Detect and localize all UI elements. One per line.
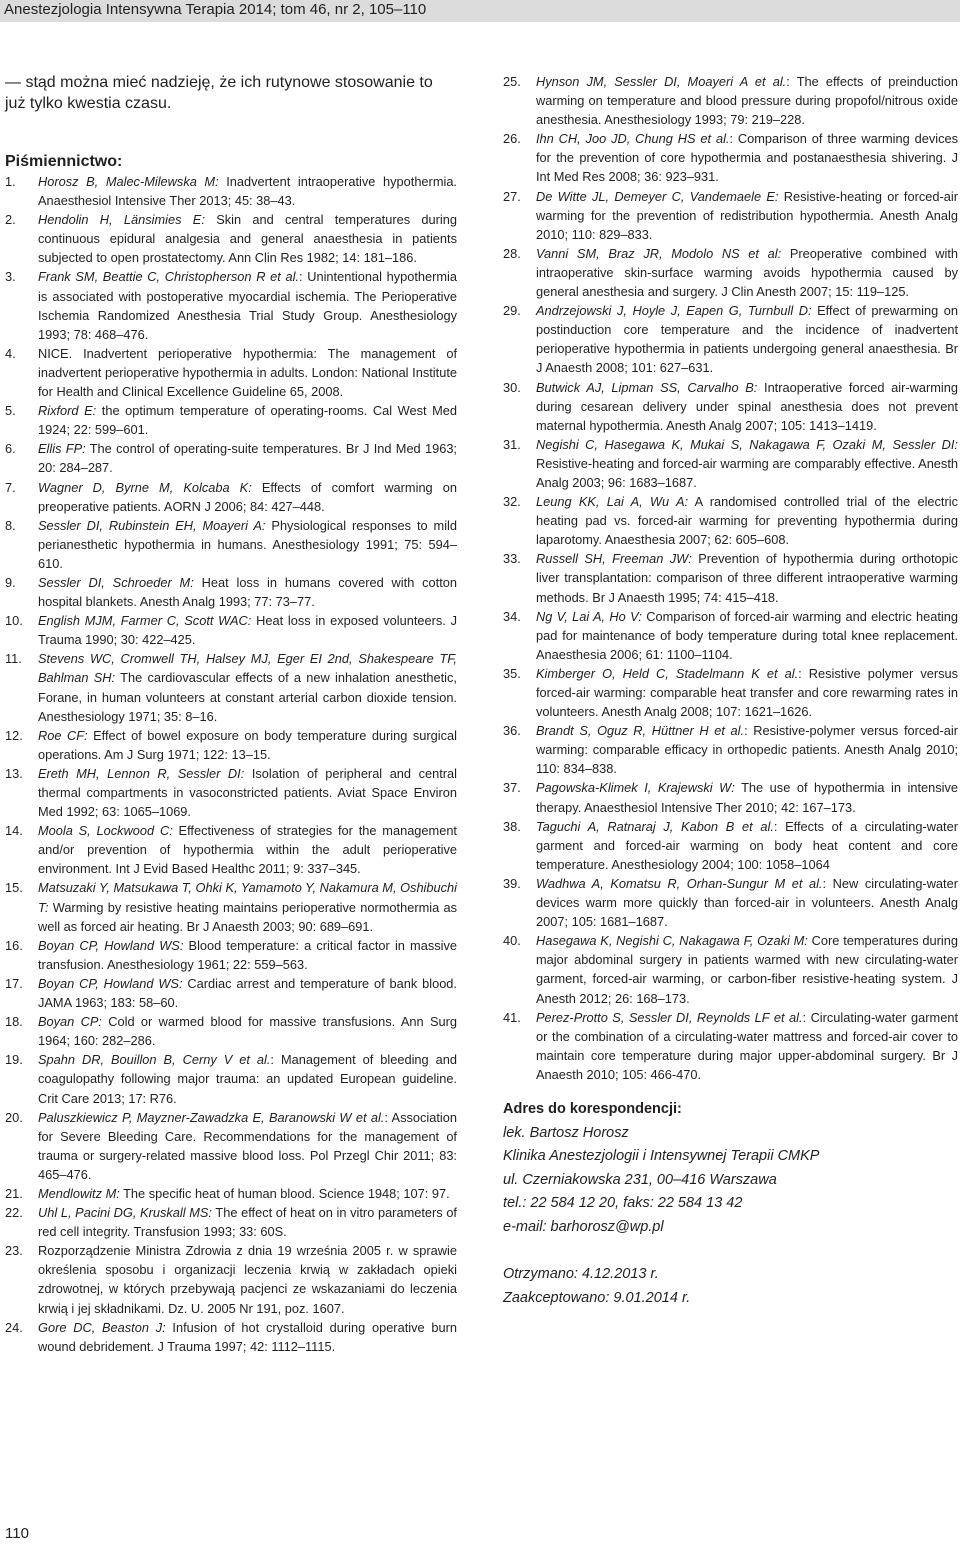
reference-item [5,649,457,725]
reference-text [536,817,958,874]
references-heading: Piśmiennictwo: [5,153,123,170]
reference-number: 20. [5,1109,23,1125]
reference-number: 35. [503,665,521,681]
reference-number: 28. [503,245,521,261]
reference-item [503,549,958,606]
reference-number: 32. [503,494,521,510]
reference-text [38,1241,457,1317]
reference-number: 11. [5,651,22,667]
reference-item [5,611,457,649]
reference-number: 34. [503,608,521,624]
reference-details: Skin and central temperatures during continuous epidural analgesia and general anaesthesia in patients subjected to open prostatectomy. Ann Clin Res 1982; 14: 181–186. [38,212,457,266]
reference-text [38,1108,457,1184]
reference-details: Rozporządzenie Ministra Zdrowia z dnia 19 września 2005 r. w sprawie określenia sposobu i organizacji leczenia krwią w zakładach opieki zdrowotnej, w których przebywają pacjenci ze wskazaniami do leczenia krwią i jej składnikami. Dz. U. 2005 Nr 191, poz. 1607. [38,1243,457,1316]
reference-number: 14. [5,823,23,839]
reference-details: Effect of prewarming on postinduction core temperature and the incidence of inadvertent perioperative hypothermia in patients undergoing general anaesthesia. Br J Anaesth 2008; 101: 627–631. [536,303,958,376]
reference-details: Blood temperature: a critical factor in massive transfusion. Anesthesiology 1961; 22: 559–563. [38,937,457,972]
reference-details: Intraoperative forced air-warming during cesarean delivery under spinal anesthesia does not prevent maternal hypothermia. Anesth Analg 2007; 105: 1413–1419. [536,379,958,433]
reference-details: Effectiveness of strategies for the management and/or prevention of hypothermia within the adult perioperative environment. Int J Evid Based Healthc 2011; 9: 337–345. [38,823,457,877]
reference-authors: Uhl L, Pacini DG, Kruskall MS: [38,1205,212,1221]
reference-authors: Sessler DI, Schroeder M: [38,574,194,590]
reference-item [5,478,457,516]
reference-authors: Vanni SM, Braz JR, Modolo NS et al: [536,245,782,261]
reference-authors: English MJM, Farmer C, Scott WAC: [38,613,252,629]
reference-text [536,607,958,664]
reference-details: Isolation of peripheral and central thermal compartments in vasoconstricted patients. Aviat Space Environ Med 1992; 63: 1065–1069. [38,765,457,820]
reference-authors: Boyan CP, Howland WS: [38,975,183,991]
reference-details: The effect of heat on in vitro parameters of red cell integrity. Transfusion 1993; 33: 60S. [38,1205,457,1240]
reference-authors: Wadhwa A, Komatsu R, Orhan-Sungur M et al. [536,875,823,891]
reference-details: : Resistive polymer versus forced-air warming: comparable heat transfer and core rewarming rates in volunteers. Anesth Analg 2008; 107: 1621–1626. [536,665,959,720]
reference-details: Resistive-heating and forced-air warming are comparably effective. Anesth Analg 2003; 96: 1683–1687. [536,455,958,490]
dates-block [503,1263,958,1310]
correspondence-email: e-mail: barhorosz@wp.pl [503,1218,664,1235]
reference-authors: Gore DC, Beaston J: [38,1319,166,1335]
reference-authors: Hynson JM, Sessler DI, Moayeri A et al. [536,74,787,89]
reference-item [5,974,457,1012]
reference-number: 30. [503,379,521,395]
reference-authors: De Witte JL, Demeyer C, Vandemaele E: [536,188,779,204]
reference-details: Cardiac arrest and temperature of bank blood. JAMA 1963; 183: 58–60. [38,975,457,1011]
reference-item [503,664,958,721]
reference-item [5,1318,457,1356]
reference-number: 8. [5,517,16,533]
reference-text [38,573,457,611]
reference-item [5,821,457,878]
reference-number: 6. [5,441,16,457]
reference-text [38,478,457,516]
reference-details: : Resistive-polymer versus forced-air warming: comparable efficacy in orthopedic patients. Anesth Analg 2010; 110: 834–838. [536,723,958,777]
reference-item [5,172,457,210]
reference-details: : New circulating-water devices warm more quickly than forced-air in volunteers. Anesth Analg 2007; 105: 1681–1687. [536,875,958,930]
reference-authors: Ereth MH, Lennon R, Sessler DI: [38,765,245,781]
reference-details: Cold or warmed blood for massive transfusions. Ann Surg 1964; 160: 282–286. [38,1014,457,1049]
reference-authors: Rixford E: [38,403,97,419]
reference-details: : Effects of a circulating-water garment and forced-air warming on body heat content and core temperature. Anesthesiology 2004; 100: 1058–1064 [536,818,958,872]
reference-text [38,1012,457,1050]
reference-number: 21. [5,1185,23,1201]
references-list-right [503,72,958,1084]
reference-number: 18. [5,1014,23,1030]
reference-number: 41. [503,1009,521,1025]
reference-text [536,378,958,435]
reference-details: : Circulating-water garment or the combination of a circulating-water mattress and forced-air cover to maintain core temperature during major upper-abdominal surgery. Br J Anaesth 2010; 105: 466-470. [536,1009,958,1082]
reference-details: Inadvertent intraoperative hypothermia. Anaesthesiol Intensive Ther 2013; 45: 38–43. [38,174,457,209]
reference-number: 10. [5,613,23,629]
reference-details: Comparison of forced-air warming and electric heating pad for maintenance of body temperature during total knee replacement. Anaesthesia 2006; 61: 1100–1104. [536,608,959,662]
reference-item [5,936,457,974]
reference-authors: Brandt S, Oguz R, Hüttner H et al. [536,723,745,739]
reference-details: The use of hypothermia in intensive therapy. Anaesthesiol Intensive Ther 2010; 42: 167–173. [536,780,958,815]
reference-item [503,187,958,244]
reference-authors: Mendlowitz M: [38,1185,120,1201]
reference-details: Effects of comfort warming on preoperative patients. AORN J 2006; 84: 427–448. [38,479,457,514]
reference-item [503,931,958,1007]
reference-details: : Unintentional hypothermia is associated with postoperative myocardial ischemia. The Perioperative Ischemia Randomized Anesthesia Trial Study Group. Anesthesiology 1993; 78: 468–476. [38,269,457,342]
correspondence-heading: Adres do korespondencji: [503,1101,682,1117]
reference-authors: Boyan CP, Howland WS: [38,937,184,953]
reference-item [503,72,958,129]
reference-text [38,726,457,764]
reference-number: 38. [503,818,521,834]
correspondence-block [503,1098,958,1239]
reference-number: 36. [503,723,521,739]
reference-text [38,1318,457,1356]
reference-details: Core temperatures during major abdominal surgery in patients warmed with new circulating-water garment, forced-air warming, or carbon-fiber resistive-heating system. J Anesth 2012; 26: 168–173. [536,933,958,1006]
reference-item [503,778,958,816]
reference-text [536,129,958,186]
reference-authors: Butwick AJ, Lipman SS, Carvalho B: [536,379,758,395]
correspondence-name: lek. Bartosz Horosz [503,1124,629,1141]
reference-item [5,573,457,611]
correspondence-phone: tel.: 22 584 12 20, faks: 22 584 13 42 [503,1195,743,1211]
reference-item [5,1203,457,1241]
reference-number: 29. [503,303,521,319]
reference-item [503,301,958,377]
reference-text [536,492,958,549]
right-column [503,72,958,1084]
reference-text [38,936,457,974]
reference-details: Heat loss in humans covered with cotton hospital blankets. Anesth Analg 1993; 77: 73–77. [38,574,458,610]
reference-text [536,549,958,606]
reference-details: Physiological responses to mild perianesthetic hypothermia in humans. Anesthesiology 1991; 75: 594–610. [38,517,457,571]
reference-text [38,267,457,343]
reference-text [536,874,958,931]
reference-text [38,344,457,401]
reference-details: Preoperative combined with intraoperative skin-surface warming avoids hypothermia caused by general anesthesia and surgery. J Clin Anesth 2007; 15: 119–125. [536,245,958,300]
reference-text [536,244,958,301]
reference-details: Resistive-heating or forced-air warming for the prevention of redistribution hypothermia. Anesth Analg 2010; 110: 829–833. [536,188,958,242]
reference-number: 9. [5,574,16,590]
reference-text [536,187,958,244]
reference-item [503,607,958,664]
reference-number: 7. [5,479,16,495]
received-date: Otrzymano: 4.12.2013 r. [503,1266,659,1282]
reference-item [5,1241,457,1317]
reference-authors: Pagowska-Klimek I, Krajewski W: [536,780,735,796]
reference-text [38,974,457,1012]
reference-text [38,1050,457,1107]
reference-text [536,1008,958,1084]
reference-number: 31. [503,436,521,452]
reference-item [503,874,958,931]
reference-authors: Hasegawa K, Negishi C, Nakagawa F, Ozaki M: [536,933,808,949]
reference-authors: Ng V, Lai A, Ho V: [536,608,642,624]
reference-authors: Andrzejowski J, Hoyle J, Eapen G, Turnbull D: [536,303,812,319]
reference-text [38,764,457,821]
reference-number: 22. [5,1205,23,1221]
reference-text [536,664,958,721]
reference-item [503,244,958,301]
running-header [0,0,960,22]
reference-details: Heat loss in exposed volunteers. J Trauma 1990; 30: 422–425. [38,613,457,648]
reference-number: 33. [503,551,521,567]
reference-number: 3. [5,269,16,285]
reference-number: 2. [5,212,16,228]
reference-number: 39. [503,875,521,891]
reference-item [5,210,457,267]
reference-item [5,267,457,343]
reference-item [503,378,958,435]
reference-number: 16. [5,937,23,953]
accepted-date: Zaakceptowano: 9.01.2014 r. [503,1289,691,1306]
reference-text [38,516,457,573]
reference-number: 13. [5,765,23,781]
reference-text [38,821,457,878]
reference-authors: Taguchi A, Ratnaraj J, Kabon B et al. [536,818,774,834]
reference-details: Prevention of hypothermia during orthotopic liver transplantation: comparison of three different intraoperative warming methods. Br J Anaesth 1995; 74: 415–418. [536,551,958,605]
reference-text [38,611,457,649]
reference-text [536,72,958,129]
reference-text [38,878,457,935]
reference-authors: Boyan CP: [38,1014,102,1030]
reference-authors: Frank SM, Beattie C, Christopherson R et al. [38,269,299,285]
reference-authors: Sessler DI, Rubinstein EH, Moayeri A: [38,517,266,533]
reference-authors: Paluszkiewicz P, Mayzner-Zawadzka E, Baranowski W et al. [38,1109,385,1125]
reference-item [503,435,958,492]
reference-text [38,1184,457,1203]
reference-number: 19. [5,1052,23,1068]
reference-item [5,1012,457,1050]
reference-authors: Matsuzaki Y, Matsukawa T, Ohki K, Yamamoto Y, Nakamura M, Oshibuchi T: [38,880,457,915]
reference-item [5,401,457,439]
reference-item [5,1108,457,1184]
correspondence-address: ul. Czerniakowska 231, 00–416 Warszawa [503,1171,777,1188]
reference-number: 12. [5,727,23,743]
reference-item [503,129,958,186]
reference-number: 40. [503,933,521,949]
reference-item [5,764,457,821]
reference-text [38,210,457,267]
reference-details: The specific heat of human blood. Science 1948; 107: 97. [119,1185,450,1201]
reference-authors: Kimberger O, Held C, Stadelmann K et al. [536,665,799,681]
reference-details: : The effects of preinduction warming on temperature and blood pressure during propofol/nitrous oxide anesthesia. Anesthesiology 1993; 79: 219–228. [536,74,958,128]
reference-authors: Negishi C, Hasegawa K, Mukai S, Nakagawa F, Ozaki M, Sessler DI: [536,436,958,452]
reference-text [536,721,958,778]
reference-details: Infusion of hot crystalloid during operative burn wound debridement. J Trauma 1997; 42: 1112–1115. [38,1319,457,1354]
reference-number: 15. [5,880,23,896]
reference-text [536,778,958,816]
reference-authors: Horosz B, Malec-Milewska M: [38,174,219,189]
reference-authors: Ihn CH, Joo JD, Chung HS et al. [536,131,730,147]
reference-details: the optimum temperature of operating-rooms. Cal West Med 1924; 22: 599–601. [38,403,458,438]
reference-number: 5. [5,403,16,419]
reference-item [5,439,457,477]
reference-item [5,726,457,764]
reference-text [38,172,457,210]
reference-authors: Wagner D, Byrne M, Kolcaba K: [38,479,252,495]
reference-authors: Moola S, Lockwood C: [38,823,173,839]
reference-number: 4. [5,345,16,361]
reference-item [5,1184,457,1203]
reference-number: 27. [503,188,521,204]
reference-number: 26. [503,131,521,147]
reference-authors: Roe CF: [38,727,88,743]
reference-item [5,878,457,935]
intro-paragraph: — stąd można mieć nadzieję, że ich rutynowe stosowanie to już tylko kwestia czasu. [5,74,433,112]
reference-text [38,401,457,439]
correspondence-institution: Klinika Anestezjologii i Intensywnej Terapii CMKP [503,1148,820,1164]
reference-details: : Association for Severe Bleeding Care. Recommendations for the management of trauma or surgery-related massive blood loss. Pol Przegl Chir 2011; 83: 465–476. [38,1109,457,1182]
reference-authors: Hendolin H, Länsimies E: [38,212,205,228]
reference-details: Effect of bowel exposure on body temperature during surgical operations. Am J Surg 1971; 122: 13–15. [38,727,457,762]
reference-item [5,516,457,573]
reference-item [503,1008,958,1084]
reference-authors: Ellis FP: [38,441,86,457]
references-list-left [5,172,457,1356]
reference-details: A randomised controlled trial of the electric heating pad vs. forced-air warming for preventing hypothermia during laparotomy. Anaesthesia 2007; 62: 605–608. [536,494,958,548]
reference-item [503,817,958,874]
reference-number: 23. [5,1243,23,1259]
left-column [5,72,457,1356]
page-number: 110 [5,1525,29,1542]
reference-details: The control of operating-suite temperatures. Br J Ind Med 1963; 20: 284–287. [38,441,457,476]
reference-item [5,1050,457,1107]
reference-details: : Comparison of three warming devices for the prevention of core hypothermia and postanaesthesia shivering. J Int Med Res 2008; 36: 923–931. [536,131,959,185]
reference-text [38,649,457,725]
reference-details: Warming by resistive heating maintains perioperative normothermia as well as forced air heating. Br J Anaesth 2003; 90: 689–691. [38,899,457,934]
reference-number: 37. [503,780,521,796]
reference-details: NICE. Inadvertent perioperative hypothermia: The management of inadvertent perioperative hypothermia in adults. London: National Institute for Health and Clinical Excellence Guideline 65, 2008. [38,345,457,400]
reference-details: : Management of bleeding and coagulopathy following major trauma: an updated European guideline. Crit Care 2013; 17: R76. [38,1052,457,1106]
reference-authors: Leung KK, Lai A, Wu A: [536,494,689,510]
reference-item [503,721,958,778]
reference-text [38,1203,457,1241]
reference-item [5,344,457,401]
reference-number: 24. [5,1319,23,1335]
reference-authors: Stevens WC, Cromwell TH, Halsey MJ, Eger EI 2nd, Shakespeare TF, Bahlman SH: [38,651,457,686]
reference-number: 17. [5,975,23,991]
journal-citation: Anestezjologia Intensywna Terapia 2014; tom 46, nr 2, 105–110 [4,1,427,18]
reference-text [536,301,958,377]
reference-number: 25. [503,74,521,89]
reference-text [536,931,958,1007]
reference-text [38,439,457,477]
reference-details: The cardiovascular effects of a new inhalation anesthetic, Forane, in human volunteers at constant arterial carbon dioxide tension. Anesthesiology 1971; 35: 8–16. [38,670,457,724]
reference-authors: Spahn DR, Bouillon B, Cerny V et al. [38,1052,271,1068]
reference-text [536,435,958,492]
reference-item [503,492,958,549]
reference-number: 1. [5,174,16,189]
reference-authors: Perez-Protto S, Sessler DI, Reynolds LF et al. [536,1009,803,1025]
reference-authors: Russell SH, Freeman JW: [536,551,692,567]
